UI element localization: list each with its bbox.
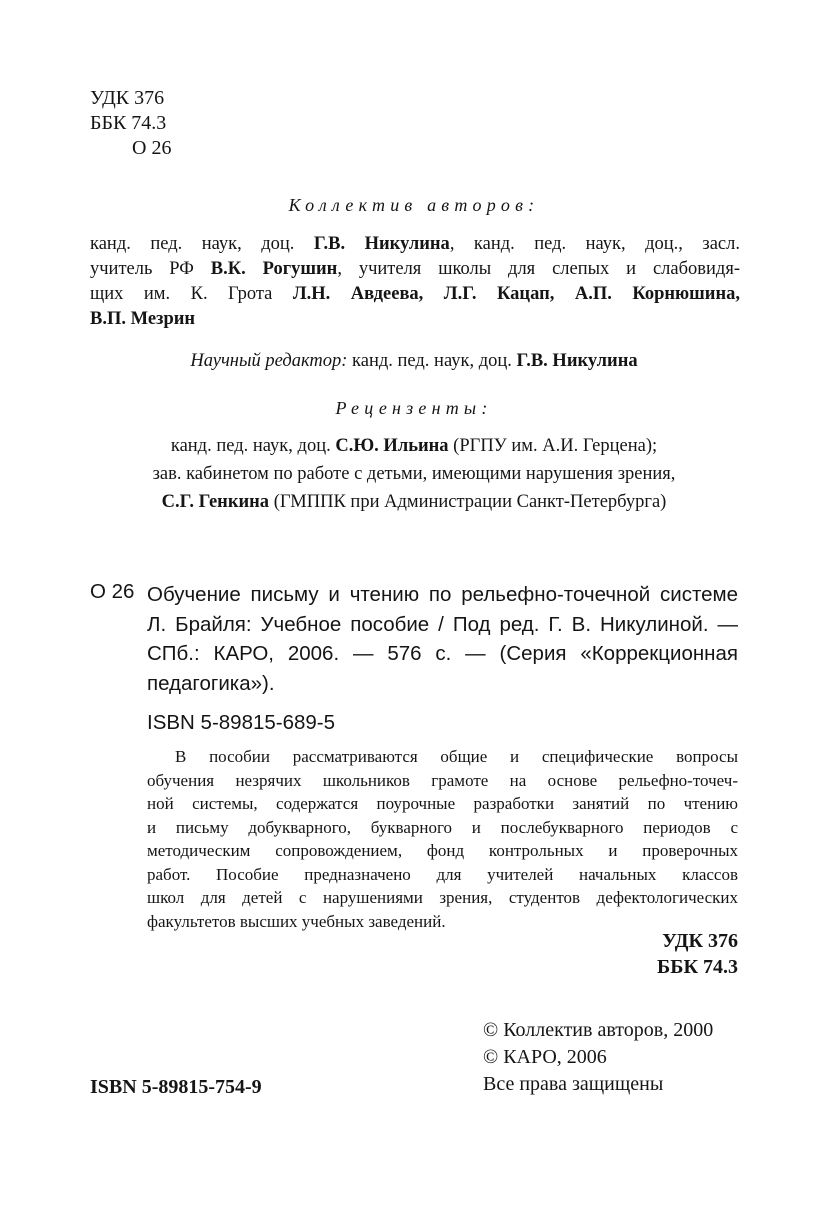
person-name: В.П. Мезрин [90,309,196,329]
reviewers-list [0,432,828,516]
entry-line: педагогика»). [147,671,275,695]
author-sign: О 26 [132,137,172,159]
authors-heading: Коллектив авторов: [288,195,540,215]
entry-line: Л. Брайля: Учебное пособие / Под ред. Г. В. Никулиной. — [147,612,738,636]
authors-list [90,232,740,332]
line-text: зав. кабинетом по работе с детьми, имеющими нарушения зрения, [152,464,676,484]
authors-line [90,282,740,307]
annotation-line: обучения незрячих школьников грамоте на основе рельефно-точеч- [147,770,738,790]
entry-code: О 26 [90,580,135,603]
annotation-line: ной системы, содержатся поурочные разработки занятий по чтению [147,794,738,813]
udk-code-bottom: УДК 376 [662,930,738,952]
annotation-line: В пособии рассматриваются общие и специфические вопросы [175,747,738,766]
reviewers-line [0,460,828,488]
bbk-code-bottom: ББК 74.3 [657,956,738,978]
line-text: щих им. К. Грота [90,284,293,304]
reviewers-heading: Рецензенты: [335,398,493,418]
reviewers-line [0,488,828,516]
annotation [147,745,738,933]
line-text: (ГМППК при Администрации Санкт-Петербурга) [269,492,667,512]
copyright-authors: © Коллектив авторов, 2000 [483,1019,714,1041]
annotation-line: методическим сопровождением, фонд контрольных и проверочных [147,841,738,860]
line-text: канд. пед. наук, доц. [170,436,336,456]
entry-line: Обучение письму и чтению по рельефно-точечной системе [147,583,738,606]
classification-block [90,86,171,161]
isbn-footer: ISBN 5-89815-754-9 [90,1076,262,1098]
person-name: В.К. Рогушин [210,259,338,279]
annotation-line: школ для детей с нарушениями зрения, студентов дефектологических [147,888,738,907]
person-name: Г.В. Никулина [313,234,450,254]
scientific-editor-name: Г.В. Никулина [516,351,638,371]
udk-code: УДК 376 [90,87,165,109]
scientific-editor-label: Научный редактор: [190,351,348,371]
annotation-line: факультетов высших учебных заведений. [147,911,446,931]
bottom-classification [657,928,738,980]
line-text: учитель РФ [90,259,211,279]
authors-line [90,232,740,257]
annotation-line: работ. Пособие предназначено для учителей начальных классов [147,864,738,884]
bbk-code: ББК 74.3 [90,112,167,134]
line-text: (РГПУ им. А.И. Герцена); [448,436,658,456]
person-name: С.Ю. Ильина [335,436,449,456]
person-name: С.Г. Генкина [161,492,270,512]
rights-reserved: Все права защищены [483,1073,664,1095]
entry-line: СПб.: КАРО, 2006. — 576 с. — (Серия «Коррекционная [147,642,738,665]
bibliographic-entry [147,580,738,698]
line-text: , учителя школы для слепых и слабовидя- [337,259,740,279]
copyright-block [483,1017,713,1098]
line-text: канд. пед. наук, доц. [90,234,314,254]
entry-isbn: ISBN 5-89815-689-5 [147,711,336,734]
line-text: , канд. пед. наук, доц., засл. [449,234,740,254]
scientific-editor-degree: канд. пед. наук, доц. [347,351,517,371]
authors-line [90,257,740,282]
annotation-line: и письму добукварного, букварного и послебукварного периодов с [147,817,738,837]
person-name: Л.Н. Авдеева, Л.Г. Кацап, А.П. Корнюшина, [292,284,740,304]
scientific-editor [0,351,828,372]
copyright-publisher: © КАРО, 2006 [483,1046,607,1068]
reviewers-line [0,432,828,460]
authors-line [90,307,740,332]
